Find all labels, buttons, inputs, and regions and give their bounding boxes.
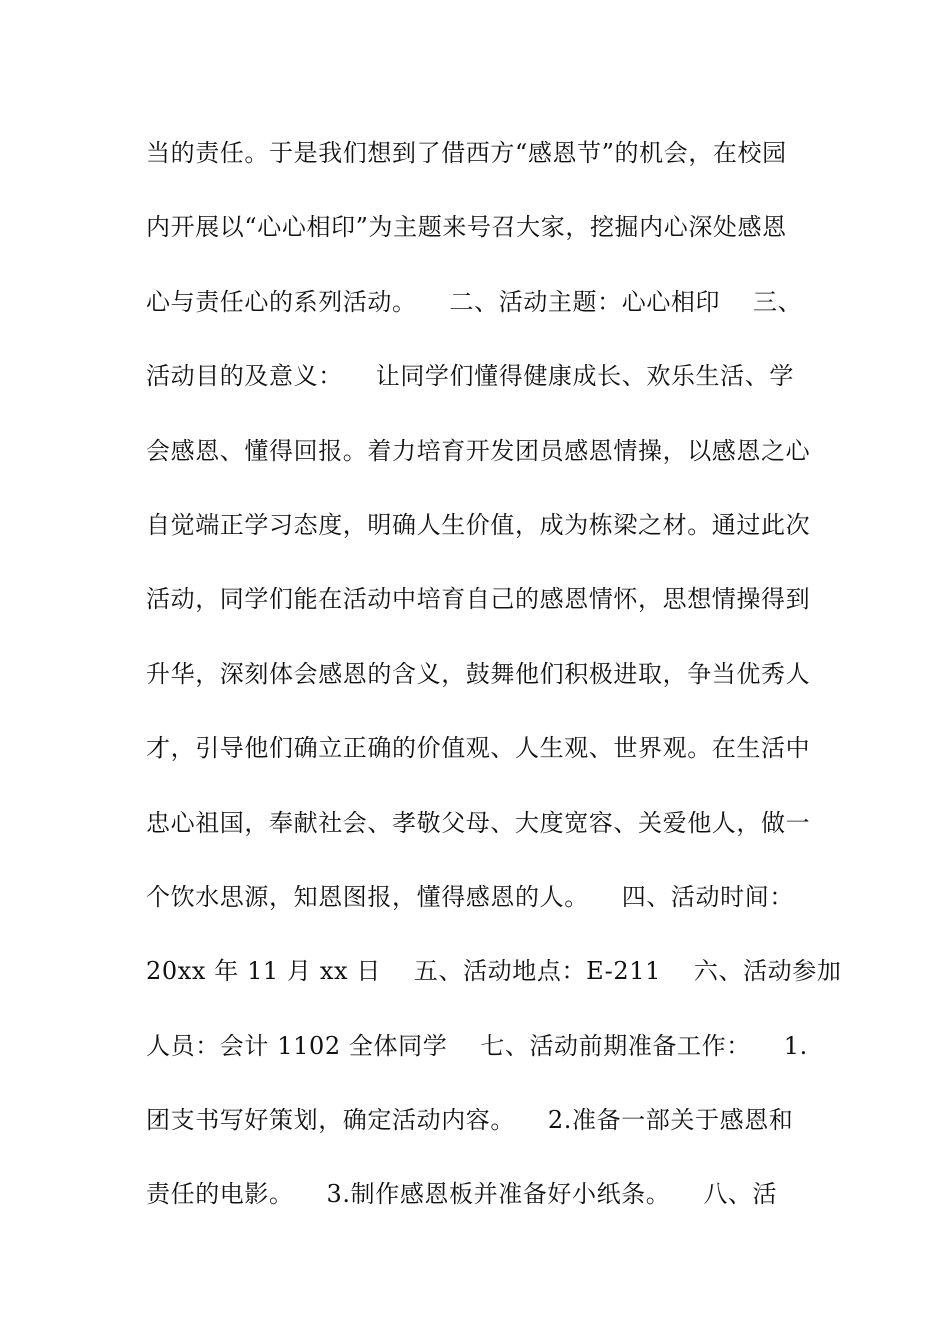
text-line: 内开展以“心心相印”为主题来号召大家，挖掘内心深处感恩	[146, 213, 787, 242]
text-line: 会感恩、懂得回报。着力培育开发团员感恩情操，以感恩之心	[146, 436, 811, 465]
text-line: 忠心祖国，奉献社会、孝敬父母、大度宽容、关爱他人，做一	[146, 808, 811, 837]
text-line: 责任的电影。 3.制作感恩板并准备好小纸条。 八、活	[146, 1180, 778, 1209]
text-line: 心与责任心的系列活动。 二、活动主题：心心相印 三、	[146, 287, 803, 316]
text-line: 活动目的及意义： 让同学们懂得健康成长、欢乐生活、学	[146, 362, 794, 391]
text-line: 升华，深刻体会感恩的含义，鼓舞他们积极进取，争当优秀人	[146, 659, 811, 688]
text-line: 当的责任。于是我们想到了借西方“感恩节”的机会，在校园	[146, 139, 787, 167]
text-line: 20xx 年 11 月 xx 日 五、活动地点：E-211 六、活动参加	[146, 957, 842, 986]
text-line: 活动，同学们能在活动中培育自己的感恩情怀，思想情操得到	[146, 585, 811, 614]
body-text	[146, 131, 842, 1247]
text-line: 才，引导他们确立正确的价值观、人生观、世界观。在生活中	[146, 734, 811, 763]
text-line: 人员：会计 1102 全体同学 七、活动前期准备工作： 1.	[146, 1031, 808, 1060]
text-line: 团支书写好策划，确定活动内容。 2.准备一部关于感恩和	[146, 1106, 794, 1135]
text-line: 个饮水思源，知恩图报，懂得感恩的人。 四、活动时间：	[146, 882, 794, 911]
text-line: 自觉端正学习态度，明确人生价值，成为栋梁之材。通过此次	[146, 510, 811, 539]
